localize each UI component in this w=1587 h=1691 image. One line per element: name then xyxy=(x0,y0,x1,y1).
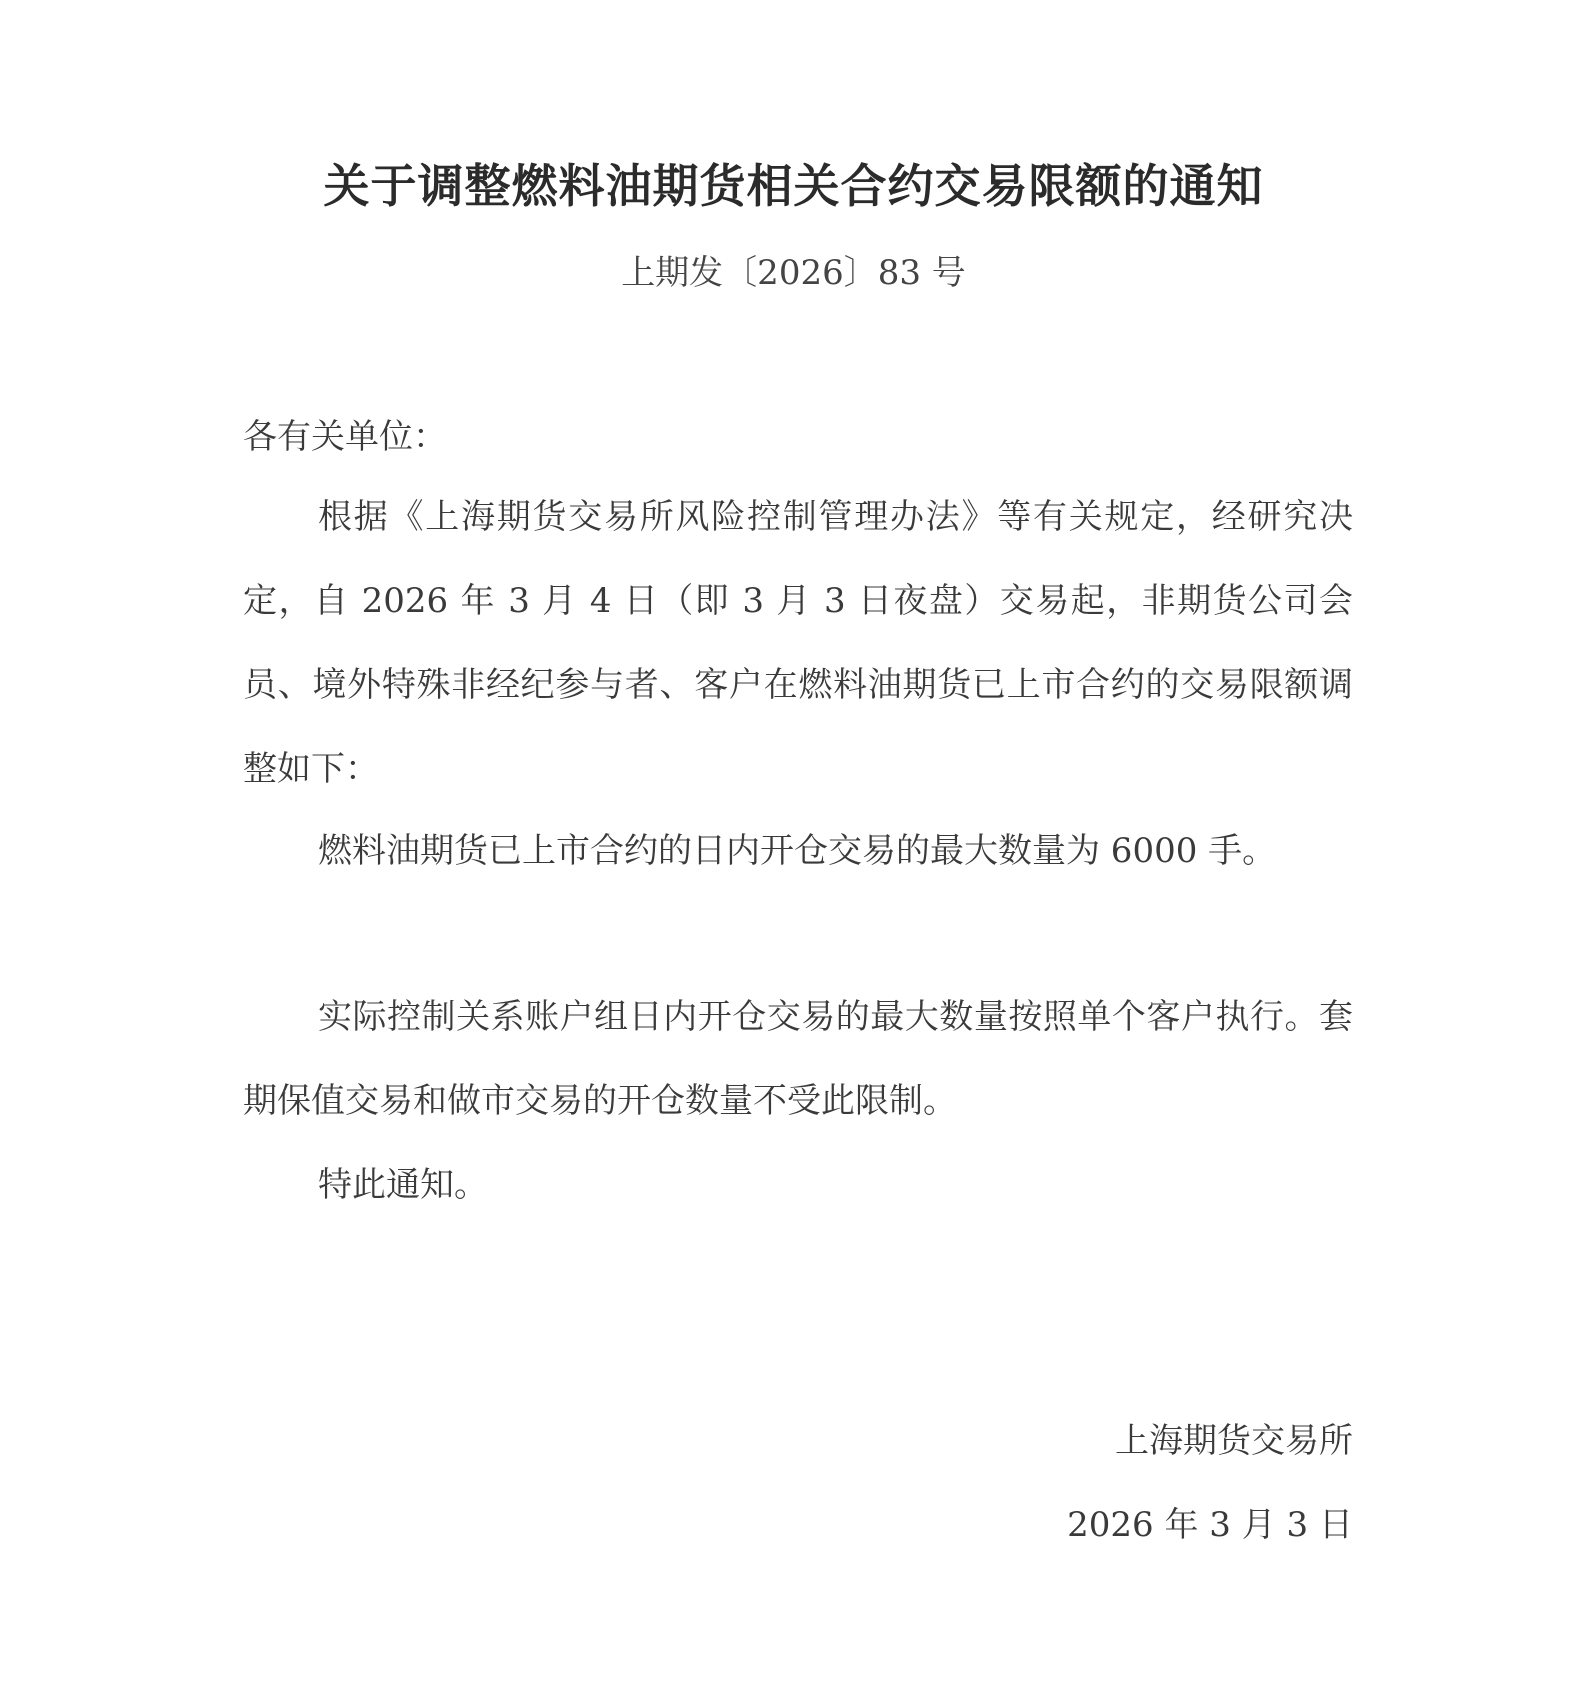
salutation: 各有关单位： xyxy=(243,417,447,457)
paragraph-3: 实际控制关系账户组日内开仓交易的最大数量按照单个客户执行。套期保值交易和做市交易的开仓数量不受此限制。 xyxy=(243,997,1353,1121)
document-title: 关于调整燃料油期货相关合约交易限额的通知 xyxy=(323,159,1264,213)
document-number: 上期发〔2026〕83 号 xyxy=(621,253,966,293)
signature-date: 2026 年 3 月 3 日 xyxy=(1067,1505,1353,1545)
signature-organization: 上海期货交易所 xyxy=(1115,1421,1353,1461)
paragraph-2: 燃料油期货已上市合约的日内开仓交易的最大数量为 6000 手。 xyxy=(318,831,1277,871)
paragraph-4: 特此通知。 xyxy=(318,1165,488,1205)
paragraph-1: 根据《上海期货交易所风险控制管理办法》等有关规定，经研究决定，自 2026 年 3 月 4 日（即 3 月 3 日夜盘）交易起，非期货公司会员、境外特殊非经纪参与者、客户在燃料油期货已上市合约的交易限额调整如下： xyxy=(243,497,1353,789)
